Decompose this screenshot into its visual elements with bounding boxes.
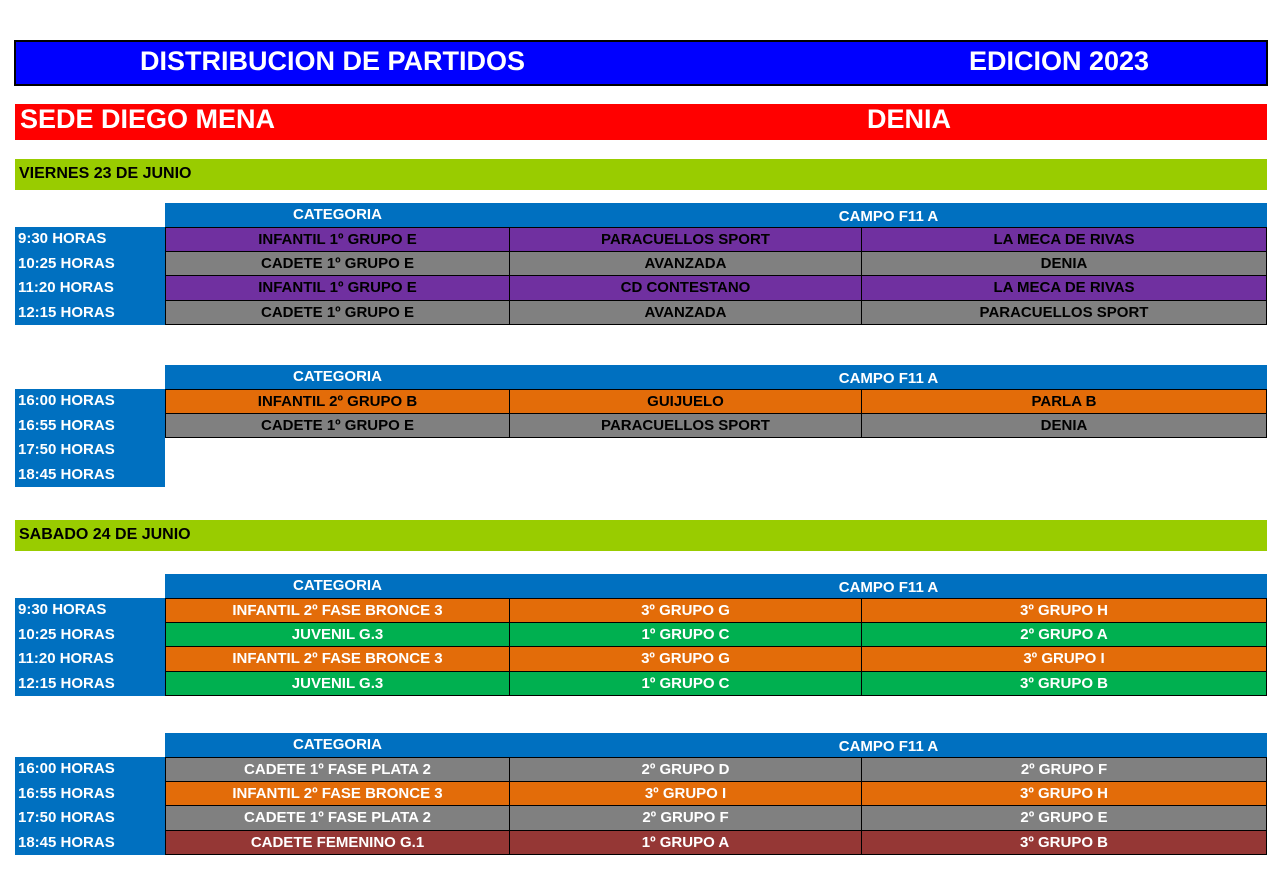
day-header-sabado: SABADO 24 DE JUNIO — [15, 520, 1267, 551]
match-team-away: DENIA — [862, 252, 1267, 277]
match-team-away: 3º GRUPO H — [862, 598, 1267, 623]
match-category: INFANTIL 2º FASE BRONCE 3 — [165, 598, 510, 623]
match-team-home: 1º GRUPO C — [510, 672, 862, 697]
match-category: INFANTIL 2º FASE BRONCE 3 — [165, 647, 510, 672]
schedule-header — [165, 733, 1267, 757]
match-category: CADETE 1º GRUPO E — [165, 252, 510, 277]
campo-header: CAMPO F11 A — [838, 208, 939, 225]
match-row — [165, 782, 1267, 807]
time-slot: 16:55 HORAS — [18, 784, 115, 802]
match-category: JUVENIL G.3 — [165, 623, 510, 648]
match-team-away: 2º GRUPO A — [862, 623, 1267, 648]
sede-banner — [15, 104, 1267, 140]
match-row — [165, 252, 1267, 277]
match-table — [165, 598, 1267, 696]
match-row — [165, 414, 1267, 439]
match-team-away: DENIA — [862, 414, 1267, 439]
time-column — [15, 389, 165, 487]
time-slot: 12:15 HORAS — [18, 674, 115, 692]
match-team-away: PARACUELLOS SPORT — [862, 301, 1267, 326]
match-table — [165, 389, 1267, 438]
match-table — [165, 757, 1267, 855]
time-column — [15, 227, 165, 325]
match-category: CADETE 1º FASE PLATA 2 — [165, 757, 510, 782]
schedule-header — [165, 365, 1267, 389]
match-row — [165, 806, 1267, 831]
match-team-away: LA MECA DE RIVAS — [862, 276, 1267, 301]
match-team-away: PARLA B — [862, 389, 1267, 414]
match-team-home: 1º GRUPO C — [510, 623, 862, 648]
match-team-home: AVANZADA — [510, 301, 862, 326]
edition-label: EDICION 2023 — [969, 46, 1150, 76]
match-team-home: CD CONTESTANO — [510, 276, 862, 301]
match-team-home: 3º GRUPO I — [510, 782, 862, 807]
time-slot: 12:15 HORAS — [18, 303, 115, 321]
campo-header: CAMPO F11 A — [838, 738, 939, 755]
match-category: INFANTIL 2º FASE BRONCE 3 — [165, 782, 510, 807]
match-table — [165, 227, 1267, 325]
match-row — [165, 757, 1267, 782]
time-slot: 11:20 HORAS — [18, 650, 114, 667]
time-slot: 10:25 HORAS — [18, 254, 115, 272]
time-slot: 9:30 HORAS — [18, 230, 107, 247]
sede-name: SEDE DIEGO MENA — [20, 104, 276, 134]
match-team-away: LA MECA DE RIVAS — [862, 227, 1267, 252]
match-category: CADETE 1º GRUPO E — [165, 414, 510, 439]
categoria-header: CATEGORIA — [293, 368, 382, 385]
match-category: INFANTIL 2º GRUPO B — [165, 389, 510, 414]
match-row — [165, 301, 1267, 326]
match-team-home: AVANZADA — [510, 252, 862, 277]
match-team-home: 1º GRUPO A — [510, 831, 862, 856]
page-title: DISTRIBUCION DE PARTIDOS — [140, 46, 526, 76]
match-row — [165, 227, 1267, 252]
match-row — [165, 276, 1267, 301]
match-category: CADETE 1º FASE PLATA 2 — [165, 806, 510, 831]
day-header-viernes: VIERNES 23 DE JUNIO — [15, 159, 1267, 190]
match-category: INFANTIL 1º GRUPO E — [165, 227, 510, 252]
time-slot: 18:45 HORAS — [18, 833, 115, 851]
match-team-home: PARACUELLOS SPORT — [510, 414, 862, 439]
time-slot: 11:20 HORAS — [18, 279, 114, 296]
match-category: CADETE 1º GRUPO E — [165, 301, 510, 326]
categoria-header: CATEGORIA — [293, 577, 382, 594]
match-category: JUVENIL G.3 — [165, 672, 510, 697]
match-row — [165, 831, 1267, 856]
match-row — [165, 672, 1267, 697]
match-row — [165, 598, 1267, 623]
time-column — [15, 598, 165, 696]
match-team-away: 3º GRUPO H — [862, 782, 1267, 807]
match-team-away: 3º GRUPO B — [862, 672, 1267, 697]
match-row — [165, 389, 1267, 414]
match-team-away: 2º GRUPO F — [862, 757, 1267, 782]
title-banner — [14, 40, 1268, 86]
campo-header: CAMPO F11 A — [838, 579, 939, 596]
time-column — [15, 757, 165, 855]
time-slot: 17:50 HORAS — [18, 441, 115, 458]
match-team-home: PARACUELLOS SPORT — [510, 227, 862, 252]
campo-header: CAMPO F11 A — [838, 370, 939, 387]
schedule-header — [165, 574, 1267, 598]
match-row — [165, 623, 1267, 648]
match-team-home: 2º GRUPO D — [510, 757, 862, 782]
match-team-away: 3º GRUPO B — [862, 831, 1267, 856]
time-slot: 9:30 HORAS — [18, 601, 107, 618]
match-team-home: 3º GRUPO G — [510, 598, 862, 623]
match-category: CADETE FEMENINO G.1 — [165, 831, 510, 856]
categoria-header: CATEGORIA — [293, 206, 382, 223]
match-category: INFANTIL 1º GRUPO E — [165, 276, 510, 301]
time-slot: 18:45 HORAS — [18, 465, 115, 483]
match-team-home: 3º GRUPO G — [510, 647, 862, 672]
categoria-header: CATEGORIA — [293, 736, 382, 753]
time-slot: 16:00 HORAS — [18, 760, 115, 777]
sede-location: DENIA — [867, 104, 952, 134]
time-slot: 10:25 HORAS — [18, 625, 115, 643]
schedule-header — [165, 203, 1267, 227]
match-row — [165, 647, 1267, 672]
match-team-home: GUIJUELO — [510, 389, 862, 414]
time-slot: 16:55 HORAS — [18, 416, 115, 434]
match-team-away: 3º GRUPO I — [862, 647, 1267, 672]
match-team-home: 2º GRUPO F — [510, 806, 862, 831]
time-slot: 17:50 HORAS — [18, 809, 115, 826]
time-slot: 16:00 HORAS — [18, 392, 115, 409]
match-team-away: 2º GRUPO E — [862, 806, 1267, 831]
